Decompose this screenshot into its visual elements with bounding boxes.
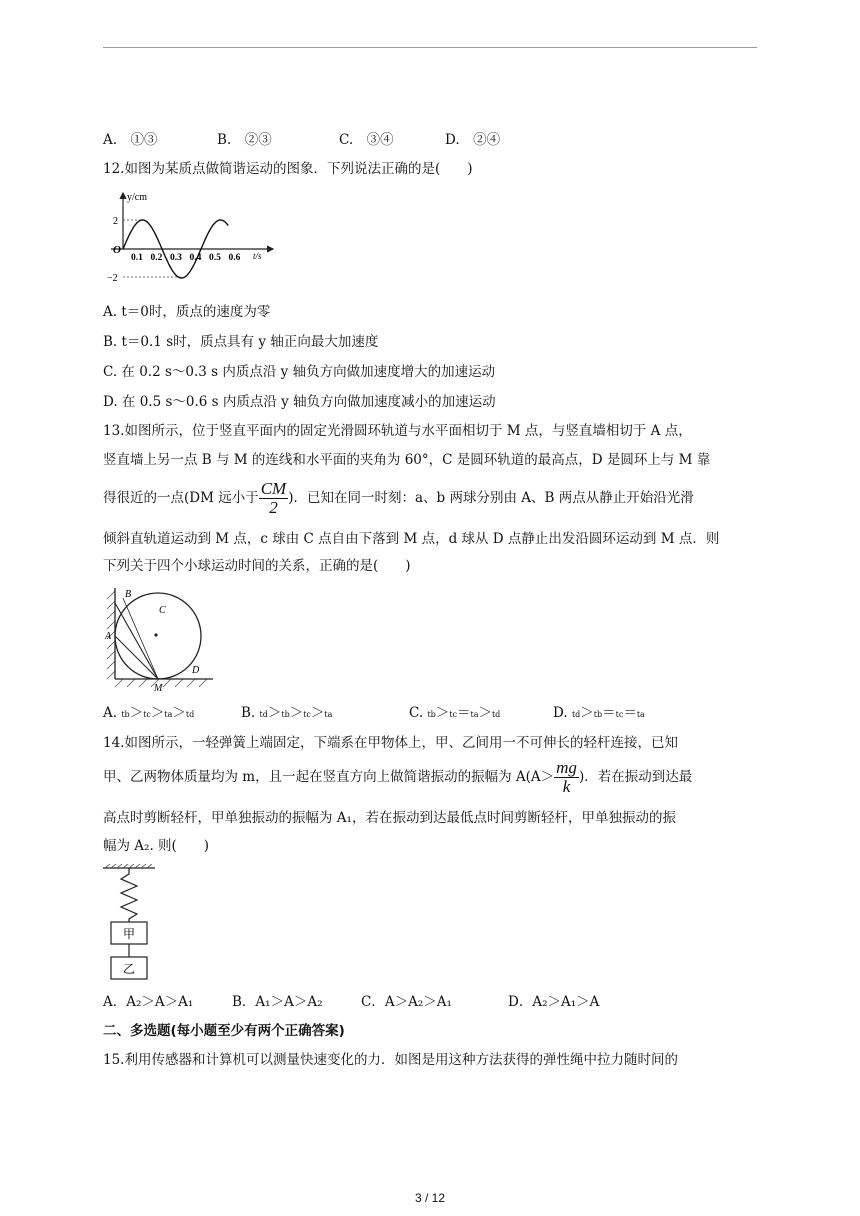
q13-line3-post: )．已知在同一时刻：a、b 两球分别由 A、B 两点从静止开始沿光滑 <box>288 490 694 506</box>
section-heading-multiple-choice: 二、多选题(每小题至少有两个正确答案) <box>103 1023 345 1039</box>
q11-option-d: D. ②④ <box>445 132 501 148</box>
q11-option-b: B. ②③ <box>217 132 272 148</box>
q13-label-c: C <box>159 605 166 616</box>
q13-operator: ＞ <box>435 705 450 721</box>
q14-box-jia-label: 甲 <box>122 927 136 941</box>
q13-operator: ＞ <box>478 705 492 721</box>
q14-option-b: B．A₁＞A＞A₂ <box>232 994 323 1010</box>
q12-origin: O <box>113 244 121 256</box>
q13-time-subscript: td <box>185 710 195 719</box>
q12-t-tick-label: 0.2 <box>150 253 163 263</box>
q14-line2-post: )．若在振动到达最 <box>578 769 693 785</box>
q12-stem: 12.如图为某质点做简谐运动的图象．下列说法正确的是( ) <box>103 161 473 177</box>
q12-y-tick-neg: −2 <box>107 273 118 284</box>
q13-time-term <box>143 705 151 721</box>
q13-time-subscript: ta <box>324 710 333 719</box>
q13-time-subscript: ta <box>636 710 645 719</box>
q13-time-term <box>121 705 129 721</box>
q13-time-term <box>427 705 435 721</box>
q14-spring <box>121 868 137 922</box>
q13-operator: ＞ <box>172 705 186 721</box>
q13-option-c-letter: C. <box>409 705 424 721</box>
q13-operator: ＝ <box>456 705 471 721</box>
q13-time-subscript: tc <box>615 710 624 719</box>
q14-option-a: A．A₂＞A＞A₁ <box>103 994 194 1010</box>
q13-time-subscript: tc <box>143 710 151 719</box>
q13-line3-pre: 得很近的一点(DM 远小于 <box>103 490 259 506</box>
q15-line1: 15.利用传感器和计算机可以测量快速变化的力．如图是用这种方法获得的弹性绳中拉力随时间的 <box>103 1052 678 1068</box>
q13-time-term <box>303 705 311 721</box>
q11-option-a: A. ①③ <box>103 132 158 148</box>
page-number: 3 / 12 <box>414 1191 446 1205</box>
q14-option-c: C．A＞A₂＞A₁ <box>361 994 452 1010</box>
q13-time-term <box>324 705 332 721</box>
q13-option-b <box>241 703 332 725</box>
q13-operator: ＞ <box>289 705 304 721</box>
q13-time-subscript: td <box>571 710 581 719</box>
q13-operator: ＞ <box>580 705 594 721</box>
q12-t-tick-label: 0.6 <box>228 253 241 263</box>
q14-fraction <box>554 759 579 796</box>
q13-operator: ＞ <box>267 705 282 721</box>
q12-t-tick-label: 0.1 <box>131 253 143 263</box>
q13-time-term <box>594 705 602 721</box>
q13-line1: 13.如图所示，位于竖直平面内的固定光滑圆环轨道与水平面相切于 M 点，与竖直墙相切于 A 点， <box>103 423 692 439</box>
header-rule <box>103 47 757 48</box>
q13-operator: ＝ <box>602 705 616 721</box>
q14-line3: 高点时剪断轻杆，甲单独振动的振幅为 A₁，若在振动到达最低点时间剪断轻杆，甲单独振动的振 <box>103 810 676 826</box>
q13-time-term <box>637 705 645 721</box>
q12-t-label: t/s <box>253 251 262 261</box>
q13-time-subscript: ta <box>164 710 173 719</box>
q13-label-d: D <box>192 665 200 676</box>
q14-line2 <box>103 755 692 799</box>
q13-line4: 倾斜直轨道运动到 M 点，c 球由 C 点自由下落到 M 点，d 球从 D 点静止出发沿圆环运动到 M 点．则 <box>103 531 720 547</box>
q13-option-d-letter: D. <box>553 705 568 721</box>
q13-time-subscript: tb <box>121 710 130 719</box>
q13-option-a-letter: A. <box>103 705 118 721</box>
q13-time-subscript: ta <box>470 710 479 719</box>
q12-shm-graph <box>103 187 278 287</box>
q13-frac-den: 2 <box>269 498 278 517</box>
q13-label-m: M <box>154 683 163 693</box>
q13-time-term <box>281 705 289 721</box>
q14-spring-figure <box>103 864 158 982</box>
q13-time-subscript: tc <box>449 710 457 719</box>
q11-option-c: C. ③④ <box>339 132 394 148</box>
q13-operator: ＞ <box>129 705 144 721</box>
q12-option-d: D. 在 0.5 s～0.6 s 内质点沿 y 轴负方向做加速度减小的加速运动 <box>103 394 496 410</box>
q13-time-term <box>449 705 457 721</box>
q13-time-subscript: tb <box>281 710 290 719</box>
q13-option-b-letter: B. <box>241 705 256 721</box>
q12-option-c: C. 在 0.2 s～0.3 s 内质点沿 y 轴负方向做加速度增大的加速运动 <box>103 364 496 380</box>
q13-frac-num: CM <box>260 479 287 498</box>
q12-t-tick-label: 0.5 <box>209 253 221 263</box>
q13-time-subscript: tc <box>303 710 311 719</box>
q12-y-tick-pos: 2 <box>113 216 118 227</box>
q13-time-subscript: tb <box>427 710 436 719</box>
q14-box-yi-label: 乙 <box>122 962 136 976</box>
q14-option-d: D．A₂＞A₁＞A <box>508 994 600 1010</box>
q13-line2: 竖直墙上另一点 B 与 M 的连线和水平面的夹角为 60°，C 是圆环轨道的最高点，D 是圆环上与 M 靠 <box>103 452 711 468</box>
q12-t-tick-label: 0.4 <box>189 253 202 263</box>
q13-time-subscript: tb <box>593 710 603 719</box>
q13-line5: 下列关于四个小球运动时间的关系，正确的是( ) <box>103 558 411 574</box>
q13-time-subscript: td <box>259 710 268 719</box>
q13-operator: ＞ <box>150 705 165 721</box>
q13-option-d <box>553 703 645 725</box>
q13-line3 <box>103 478 694 518</box>
q14-line4: 幅为 A₂. 则( ) <box>103 838 210 854</box>
q12-t-tick-label: 0.3 <box>170 253 182 263</box>
q13-operator: ＝ <box>623 705 637 721</box>
q12-y-label: y/cm <box>127 192 147 203</box>
q13-time-term <box>260 705 268 721</box>
q13-label-a: A <box>105 631 112 642</box>
q13-circle-track-figure <box>103 583 218 693</box>
q12-option-b: B. t＝0.1 s时，质点具有 y 轴正向最大加速度 <box>103 334 379 350</box>
q13-time-term <box>186 705 194 721</box>
q13-option-a <box>103 703 194 725</box>
q13-time-term <box>492 705 500 721</box>
q13-option-c <box>409 703 500 725</box>
q14-line2-pre: 甲、乙两物体质量均为 m，且一起在竖直方向上做简谐振动的振幅为 A(A＞ <box>103 769 555 785</box>
q13-label-b: B <box>125 589 132 600</box>
q12-option-a: A. t＝0时，质点的速度为零 <box>103 304 271 320</box>
q13-fraction <box>259 480 289 517</box>
q14-line1: 14.如图所示，一轻弹簧上端固定，下端系在甲物体上，甲、乙间用一不可伸长的轻杆连接，已知 <box>103 735 678 751</box>
q14-frac-den: k <box>562 777 571 796</box>
q14-frac-num: mg <box>556 758 577 777</box>
q13-time-subscript: td <box>491 710 501 719</box>
q13-operator: ＞ <box>310 705 325 721</box>
